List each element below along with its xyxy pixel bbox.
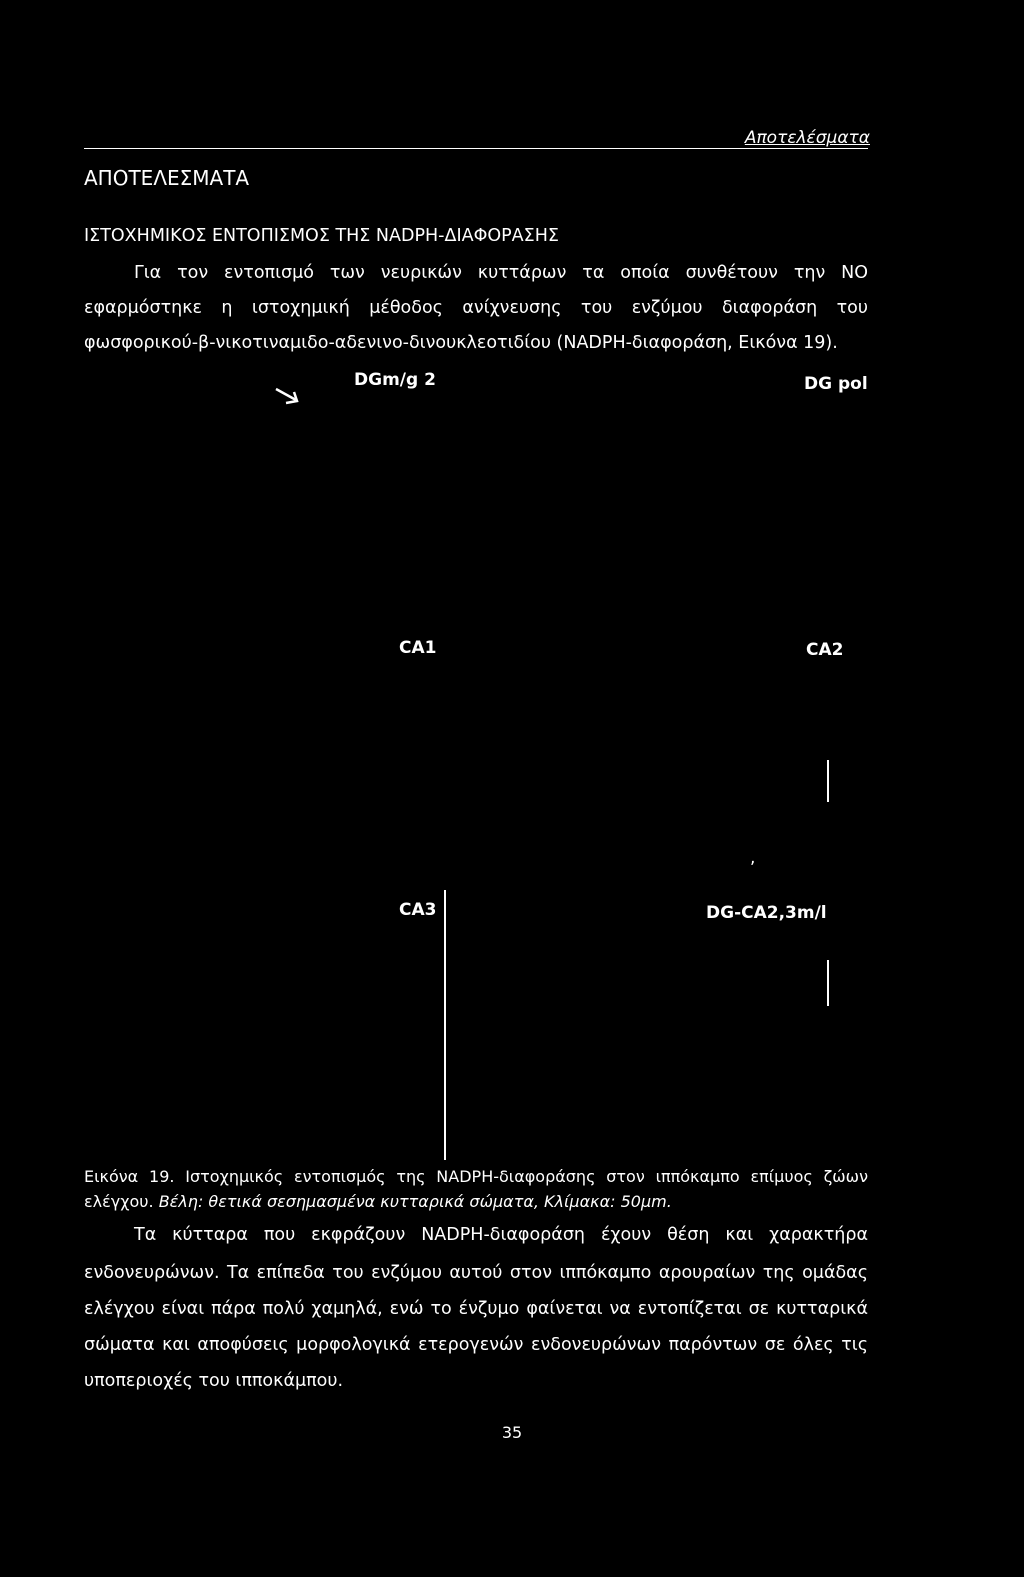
label-dg-pol: DG pol [804, 374, 868, 394]
label-dg-mol: DGm/g 2 [354, 370, 436, 390]
running-header: Αποτελέσματα [744, 128, 870, 148]
intro-line-3: φωσφορικού-β-νικοτιναμιδο-αδενινο-δινουκλεοτιδίου (NADPH-διαφοράση, Εικόνα 19). [84, 333, 838, 353]
results-line-2: ενδονευρώνων. Τα επίπεδα του ενζύμου αυτού στον ιππόκαμπο αρουραίων της ομάδας [84, 1263, 868, 1283]
section-title: ΑΠΟΤΕΛΕΣΜΑΤΑ [84, 166, 250, 190]
results-line-3: ελέγχου είναι πάρα πολύ χαμηλά, ενώ το ένζυμο φαίνεται να εντοπίζεται σε κυτταρικά [84, 1299, 868, 1319]
label-ca3: CA3 [399, 900, 437, 920]
header-rule [84, 148, 868, 149]
panel-divider-upper [827, 760, 829, 802]
intro-line-1: Για τον εντοπισμό των νευρικών κυττάρων τα οποία συνθέτουν την ΝΟ [134, 263, 868, 283]
results-line-5: υποπεριοχές του ιπποκάμπου. [84, 1371, 344, 1391]
intro-line-2: εφαρμόστηκε η ιστοχημική μέθοδος ανίχνευσης του ενζύμου διαφοράση του [84, 298, 868, 318]
caption-line-2-plain: ελέγχου. [84, 1192, 159, 1211]
label-ca2: CA2 [806, 640, 844, 660]
panel-divider-lower [827, 960, 829, 1006]
caption-line-2 [84, 1192, 672, 1211]
sub-heading: ΙΣΤΟΧΗΜΙΚΟΣ ΕΝΤΟΠΙΣΜΟΣ ΤΗΣ NADPH-ΔΙΑΦΟΡΑΣΗΣ [84, 226, 559, 246]
label-ca1: CA1 [399, 638, 437, 658]
figure-19 [84, 370, 868, 1160]
results-line-1: Τα κύτταρα που εκφράζουν NADPH-διαφοράση έχουν θέση και χαρακτήρα [134, 1225, 868, 1245]
arrow-icon [274, 384, 304, 408]
page-number: 35 [501, 1423, 523, 1442]
panel-divider-center [444, 890, 446, 1160]
caption-line-2-italic: Βέλη: θετικά σεσημασμένα κυτταρικά σώματα, Κλίμακα: 50μm. [158, 1192, 672, 1211]
label-dg-ca2: DG-CA2,3m/l [706, 903, 827, 923]
caption-line-1: Εικόνα 19. Ιστοχημικός εντοπισμός της NADPH-διαφοράσης στον ιππόκαμπο επίμυος ζώων [84, 1167, 868, 1186]
label-comma-mark: , [750, 848, 756, 868]
results-line-4: σώματα και αποφύσεις μορφολογικά ετερογενών ενδονευρώνων παρόντων σε όλες τις [84, 1335, 868, 1355]
